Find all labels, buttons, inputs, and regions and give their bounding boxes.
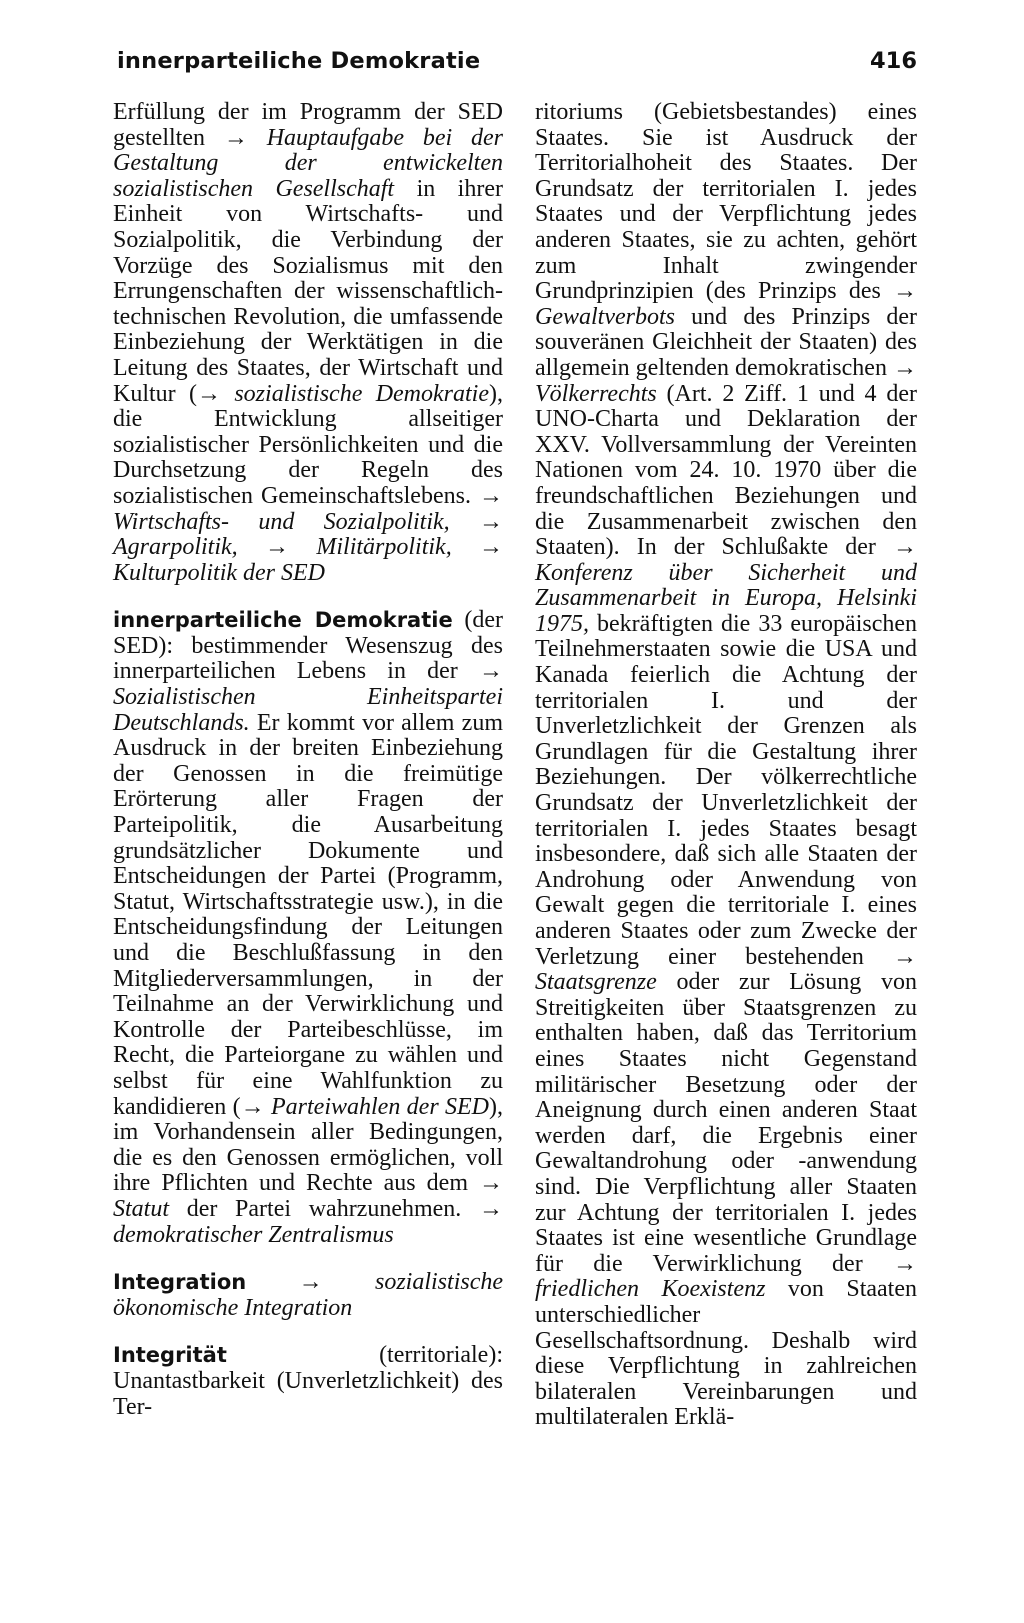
text: ), die Entwicklung allseitiger sozialistischer Persönlichkeiten und die Durchsetzung der Regeln des sozialistischen Gemeinschaftslebens. — [113, 380, 503, 509]
text: Erfüllung der im Programm der SED gestellten — [113, 99, 503, 151]
cross-reference[interactable]: Agrarpolitik, — [113, 534, 238, 561]
entry-innerparteiliche-demokratie — [113, 608, 503, 1248]
text: (Art. 2 Ziff. 1 und 4 der UNO-Charta und Deklaration der XXV. Vollversammlung der Vereinten Nationen vom 24. 10. 1970 über die freundschaftlichen Beziehungen und die Zusammenarbeit zwischen den Staaten). In der Schlußakte der — [535, 380, 917, 561]
cross-reference-arrow: → — [479, 482, 503, 509]
entry-term: Integration — [113, 1270, 247, 1295]
cross-reference-arrow: → — [893, 534, 917, 561]
text: (der SED): bestimmender Wesenszug des innerparteilichen Lebens in der — [113, 607, 503, 685]
cross-reference-arrow: → — [265, 534, 290, 561]
cross-reference[interactable]: friedlichen Koexistenz — [535, 1276, 766, 1303]
cross-reference-arrow: → — [298, 1269, 323, 1296]
text: und des Prinzips der souveränen Gleichheit der Staaten) des allgemein geltenden demokratischen — [535, 303, 917, 381]
entry-integritaet — [113, 1343, 503, 1420]
cross-reference[interactable]: Sozialistischen Einheitspartei Deutschlands. — [113, 684, 503, 736]
cross-reference-arrow: → — [893, 278, 917, 305]
cross-reference[interactable]: Völkerrechts — [535, 380, 657, 407]
cross-reference[interactable]: sozialistische Demokratie — [234, 380, 489, 407]
cross-reference[interactable]: Staatsgrenze — [535, 969, 657, 996]
cross-reference[interactable]: Kulturpolitik der SED — [113, 559, 325, 586]
running-head: innerparteiliche Demokratie — [117, 48, 481, 74]
cross-reference[interactable]: sozialistische ökonomische Integration — [113, 1269, 504, 1321]
left-column — [113, 100, 503, 1420]
right-column — [535, 100, 917, 1431]
text: ), im Vorhandensein aller Bedingungen, die es den Genossen ermöglichen, voll ihre Pflichten und Rechte aus dem — [113, 1093, 504, 1197]
text: bekräftigten die 33 europäischen Teilnehmerstaaten sowie die USA und Kanada feierlich die Achtung der territorialen I. und der Unverletzlichkeit der Grenzen als Grundlagen für die Gestaltung ihrer Beziehungen. Der völkerrechtliche Grundsatz der Unverletzlichkeit der territorialen I. jedes Staates besagt insbesondere, daß sich alle Staaten der Androhung oder Anwendung von Gewalt gegen die territoriale I. eines anderen Staates oder zum Zwecke der Verletzung einer bestehenden — [535, 610, 917, 970]
entry-term: innerparteiliche Demokratie — [113, 608, 453, 633]
text: der Partei wahrzunehmen. — [169, 1195, 479, 1222]
entry-integration — [113, 1270, 503, 1321]
cross-reference[interactable]: Parteiwahlen der SED — [271, 1093, 490, 1120]
text: Er kommt vor allem zum Ausdruck in der breiten Einbeziehung der Genossen in die freimütige Erörterung aller Fragen der Parteipolitik, die Ausarbeitung grundsätzlicher Dokumente und Entscheidungen der Partei (Programm, Statut, Wirtschaftsstrategie usw.), in die Entscheidungsfindung der Leitungen und die Beschlußfassung in den Mitgliederversammlungen, in der Teilnahme an der Verwirklichung und Kontrolle der Parteibeschlüsse, im Recht, die Parteiorgane zu wählen und selbst für eine Wahlfunktion zu kandidieren ( — [113, 709, 503, 1120]
cross-reference-arrow: → — [893, 1250, 917, 1277]
text: oder zur Lösung von Streitigkeiten über Staatsgrenzen zu enthalten haben, daß das Territorium eines Staates nicht Gegenstand militärischer Besetzung oder der Aneignung durch einen anderen Staat werden darf, die Ergebnis einer Gewaltandrohung oder -anwendung sind. Die Verpflichtung aller Staaten zur Achtung der territorialen I. jedes Staates ist eine wesentliche Grundlage für die Verwirklichung der — [535, 969, 917, 1277]
text: ritoriums (Gebietsbestandes) eines Staates. Sie ist Ausdruck der Territorialhoheit des Staates. Der Grundsatz der territorialen I. jedes Staates und der Verpflichtung jedes anderen Staates, sie zu achten, gehört zum Inhalt zwingender Grundprinzipien (des Prinzips des — [535, 99, 917, 305]
entry-term: Integrität — [113, 1343, 227, 1368]
entry-integritaet-continuation — [535, 100, 917, 1431]
cross-reference[interactable]: Gewaltverbots — [535, 303, 675, 330]
page-number: 416 — [870, 48, 917, 74]
page-header — [117, 48, 917, 88]
cross-reference-arrow: → — [479, 658, 503, 685]
cross-reference-arrow: → — [893, 354, 917, 381]
cross-reference-arrow: → — [240, 1093, 265, 1120]
cross-reference-arrow: → — [197, 380, 221, 407]
cross-reference-arrow: → — [893, 943, 917, 970]
cross-reference[interactable]: Hauptaufgabe bei der Gestaltung der entwickelten sozialistischen Gesellschaft — [113, 124, 504, 202]
entry-continuation — [113, 100, 503, 586]
cross-reference[interactable]: Konferenz über Sicherheit und Zusammenarbeit in Europa, Helsinki 1975, — [535, 559, 917, 637]
cross-reference[interactable]: Militärpolitik, — [316, 534, 452, 561]
cross-reference-arrow: → — [479, 508, 503, 535]
cross-reference-arrow: → — [479, 1170, 503, 1197]
cross-reference-arrow: → — [223, 124, 248, 151]
cross-reference[interactable]: Statut — [113, 1195, 170, 1222]
text: von Staaten unterschiedlicher Gesellschaftsordnung. Deshalb wird diese Verpflichtung in zahlreichen bilateralen Vereinbarungen und multilateralen Erklä- — [535, 1276, 917, 1431]
cross-reference[interactable]: Wirtschafts- und Sozialpolitik, — [113, 508, 450, 535]
cross-reference[interactable]: demokratischer Zentralismus — [113, 1221, 394, 1248]
cross-reference-arrow: → — [479, 1195, 503, 1222]
text: (territoriale): Unantastbarkeit (Unverletzlichkeit) des Ter- — [113, 1342, 503, 1420]
text: in ihrer Einheit von Wirtschafts- und Sozialpolitik, die Verbindung der Vorzüge des Sozialismus mit den Errungenschaften der wissenschaftlich-technischen Revolution, die umfassende Einbeziehung der Werktätigen in die Leitung des Staates, der Wirtschaft und Kultur ( — [113, 175, 503, 407]
cross-reference-arrow: → — [479, 534, 504, 561]
